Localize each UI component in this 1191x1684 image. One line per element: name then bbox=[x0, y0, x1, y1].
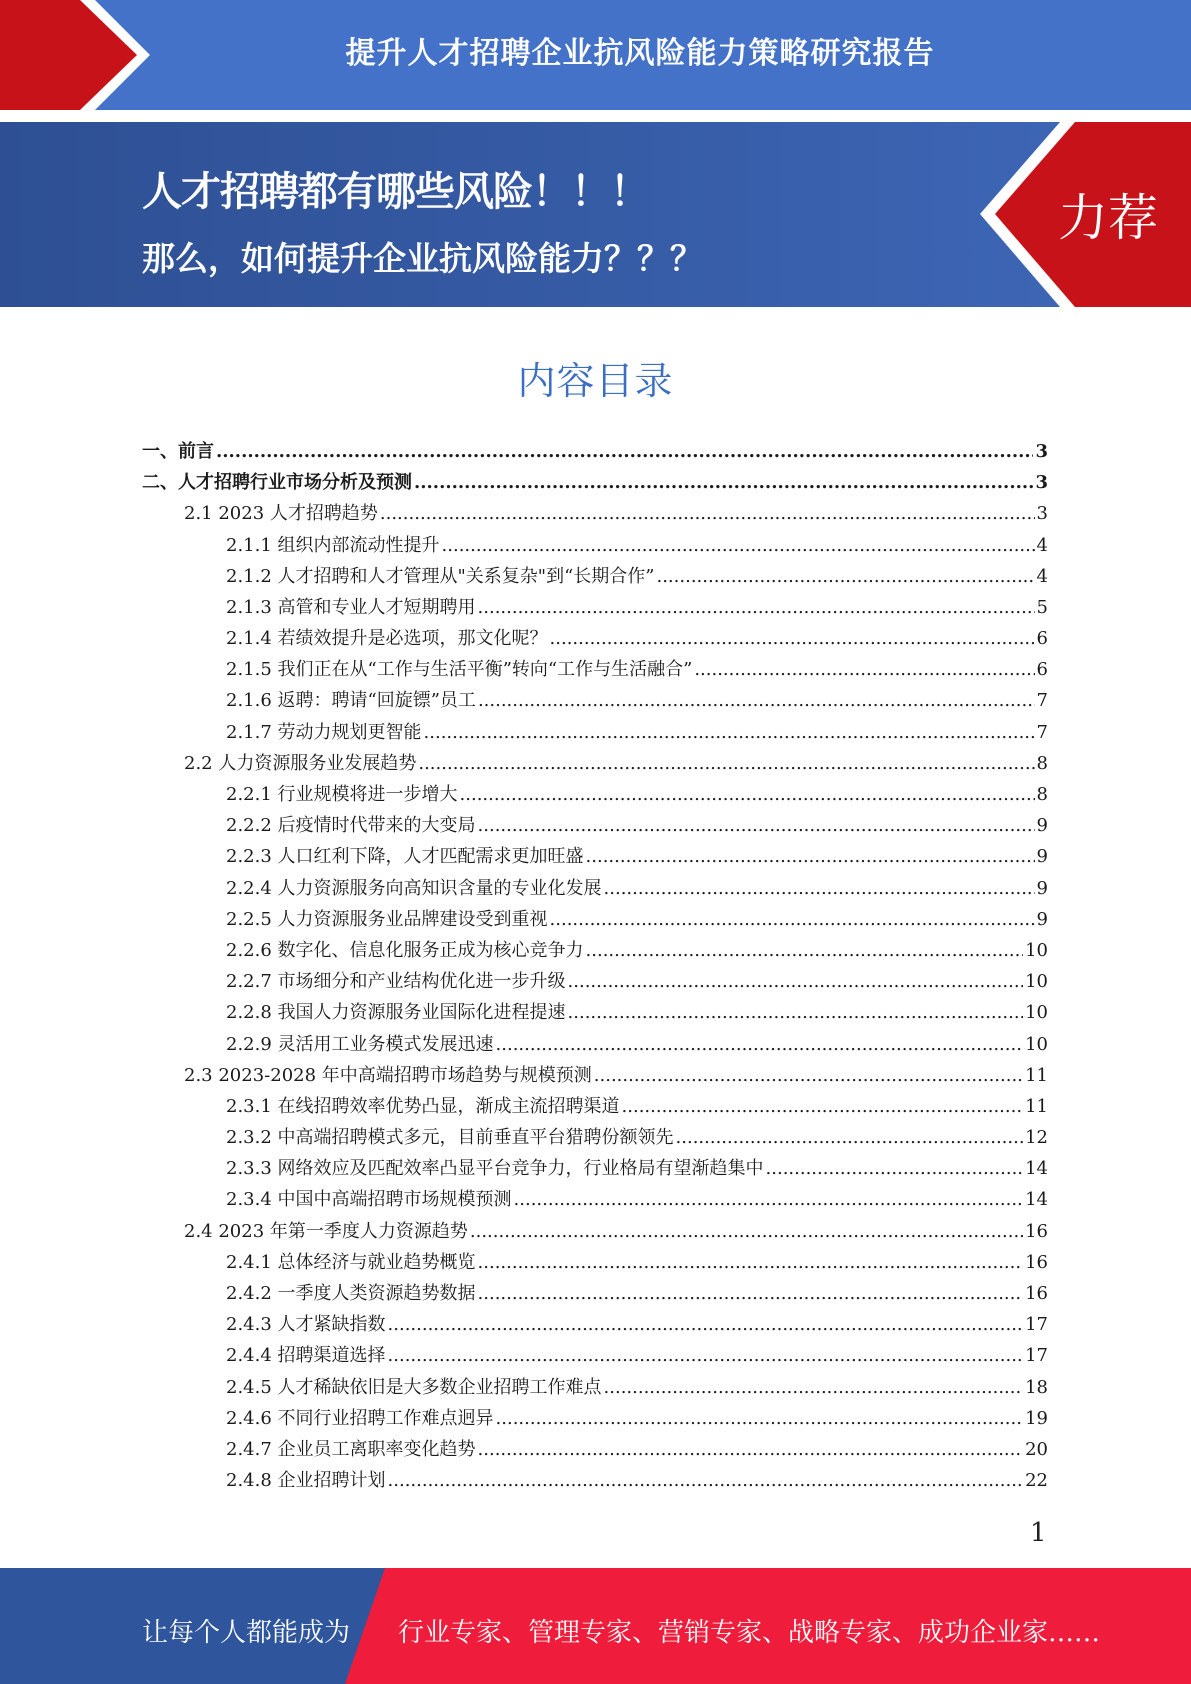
toc-entry-label: 2.3.4 中国中高端招聘市场规模预测 bbox=[226, 1189, 512, 1211]
toc-entry-page: 16 bbox=[1025, 1251, 1048, 1273]
toc-leader-dots bbox=[216, 436, 1033, 467]
toc-entry-page: 6 bbox=[1036, 659, 1048, 681]
hero-subheadline: 那么，如何提升企业抗风险能力？？？ bbox=[142, 239, 703, 278]
toc-leader-dots bbox=[478, 1247, 1024, 1278]
toc-leader-dots bbox=[550, 904, 1035, 935]
toc-entry-page: 10 bbox=[1025, 1002, 1048, 1024]
toc-leader-dots bbox=[442, 530, 1035, 561]
toc-entry-label: 2.4 2023 年第一季度人力资源趋势 bbox=[184, 1220, 468, 1242]
toc-entry-page: 4 bbox=[1036, 565, 1048, 587]
toc-entry-page: 19 bbox=[1025, 1407, 1048, 1429]
toc-entry[interactable] bbox=[142, 1309, 1048, 1340]
toc-entry-page: 7 bbox=[1036, 721, 1048, 743]
toc-entry-label: 2.1.2 人才招聘和人才管理从"关系复杂"到“长期合作” bbox=[226, 565, 655, 587]
toc-leader-dots bbox=[478, 685, 1035, 716]
toc-leader-dots bbox=[478, 1278, 1024, 1309]
toc-entry-page: 9 bbox=[1036, 877, 1048, 899]
toc-leader-dots bbox=[470, 1216, 1023, 1247]
toc-entry-page: 22 bbox=[1025, 1470, 1048, 1492]
toc-entry[interactable] bbox=[142, 1278, 1048, 1309]
toc-entry[interactable] bbox=[142, 623, 1048, 654]
toc-leader-dots bbox=[418, 748, 1034, 779]
table-of-contents bbox=[142, 436, 1048, 1496]
toc-leader-dots bbox=[604, 1372, 1024, 1403]
toc-entry[interactable] bbox=[142, 686, 1048, 717]
toc-leader-dots bbox=[414, 467, 1033, 498]
toc-entry-label: 2.2.7 市场细分和产业结构优化进一步升级 bbox=[226, 971, 566, 993]
toc-leader-dots bbox=[514, 1184, 1024, 1215]
toc-entry[interactable] bbox=[142, 592, 1048, 623]
toc-entry-page: 12 bbox=[1025, 1127, 1048, 1149]
toc-entry[interactable] bbox=[142, 779, 1048, 810]
toc-leader-dots bbox=[676, 1122, 1024, 1153]
toc-leader-dots bbox=[478, 1434, 1024, 1465]
toc-entry[interactable] bbox=[142, 1403, 1048, 1434]
toc-entry-page: 17 bbox=[1025, 1314, 1048, 1336]
toc-leader-dots bbox=[586, 935, 1024, 966]
toc-leader-dots bbox=[388, 1465, 1024, 1496]
toc-entry[interactable] bbox=[142, 997, 1048, 1028]
toc-entry-label: 2.4.8 企业招聘计划 bbox=[226, 1470, 386, 1492]
toc-entry-label: 2.1 2023 人才招聘趋势 bbox=[184, 503, 378, 525]
toc-entry[interactable] bbox=[142, 841, 1048, 872]
toc-entry-page: 14 bbox=[1025, 1189, 1048, 1211]
toc-entry-page: 8 bbox=[1036, 784, 1048, 806]
toc-leader-dots bbox=[568, 997, 1024, 1028]
toc-entry-page: 20 bbox=[1025, 1438, 1048, 1460]
toc-entry[interactable] bbox=[142, 935, 1048, 966]
toc-entry-label: 2.2.9 灵活用工业务模式发展迅速 bbox=[226, 1033, 494, 1055]
toc-entry-label: 2.1.4 若绩效提升是必选项，那文化呢？ bbox=[226, 628, 548, 650]
toc-leader-dots bbox=[586, 841, 1035, 872]
toc-entry[interactable] bbox=[142, 1029, 1048, 1060]
toc-entry-page: 5 bbox=[1036, 596, 1048, 618]
toc-entry[interactable] bbox=[142, 966, 1048, 997]
toc-entry-label: 2.4.1 总体经济与就业趋势概览 bbox=[226, 1251, 476, 1273]
toc-entry-label: 2.4.3 人才紧缺指数 bbox=[226, 1314, 386, 1336]
toc-entry-label: 2.4.4 招聘渠道选择 bbox=[226, 1345, 386, 1367]
toc-leader-dots bbox=[694, 654, 1034, 685]
toc-leader-dots bbox=[550, 623, 1035, 654]
toc-entry-label: 2.3 2023-2028 年中高端招聘市场趋势与规模预测 bbox=[184, 1064, 592, 1086]
toc-entry-page: 16 bbox=[1025, 1220, 1048, 1242]
toc-entry[interactable] bbox=[142, 904, 1048, 935]
toc-entry-label: 2.2.8 我国人力资源服务业国际化进程提速 bbox=[226, 1002, 566, 1024]
toc-entry-label: 2.4.2 一季度人类资源趋势数据 bbox=[226, 1283, 476, 1305]
toc-leader-dots bbox=[656, 561, 1034, 592]
toc-entry-label: 2.4.5 人才稀缺依旧是大多数企业招聘工作难点 bbox=[226, 1376, 602, 1398]
toc-entry[interactable] bbox=[142, 1122, 1048, 1153]
toc-entry-page: 18 bbox=[1025, 1376, 1048, 1398]
toc-entry-page: 3 bbox=[1035, 472, 1048, 494]
report-title: 提升人才招聘企业抗风险能力策略研究报告 bbox=[345, 36, 935, 71]
toc-entry-label: 2.3.1 在线招聘效率优势凸显，渐成主流招聘渠道 bbox=[226, 1095, 620, 1117]
toc-entry[interactable] bbox=[142, 1465, 1048, 1496]
toc-entry-label: 2.3.2 中高端招聘模式多元，目前垂直平台猎聘份额领先 bbox=[226, 1127, 674, 1149]
toc-entry[interactable] bbox=[142, 1372, 1048, 1403]
toc-leader-dots bbox=[604, 873, 1035, 904]
toc-entry-label: 2.4.6 不同行业招聘工作难点迥异 bbox=[226, 1407, 494, 1429]
toc-entry-label: 2.2.5 人力资源服务业品牌建设受到重视 bbox=[226, 908, 548, 930]
footer-slogan-left: 让每个人都能成为 bbox=[142, 1618, 351, 1648]
toc-entry-label: 二、人才招聘行业市场分析及预测 bbox=[142, 472, 412, 494]
toc-entry[interactable] bbox=[142, 498, 1048, 529]
toc-entry-page: 16 bbox=[1025, 1283, 1048, 1305]
toc-entry[interactable] bbox=[142, 1340, 1048, 1371]
toc-entry-page: 7 bbox=[1036, 690, 1048, 712]
toc-leader-dots bbox=[766, 1153, 1024, 1184]
toc-leader-dots bbox=[388, 1340, 1024, 1371]
toc-leader-dots bbox=[594, 1060, 1023, 1091]
toc-entry-label: 2.2.3 人口红利下降，人才匹配需求更加旺盛 bbox=[226, 846, 584, 868]
toc-entry-page: 9 bbox=[1036, 908, 1048, 930]
toc-entry-page: 11 bbox=[1025, 1064, 1048, 1086]
toc-entry-page: 17 bbox=[1025, 1345, 1048, 1367]
toc-entry-label: 2.2 人力资源服务业发展趋势 bbox=[184, 752, 417, 774]
toc-leader-dots bbox=[496, 1403, 1024, 1434]
toc-entry[interactable] bbox=[142, 1185, 1048, 1216]
toc-entry[interactable] bbox=[142, 561, 1048, 592]
toc-leader-dots bbox=[568, 966, 1024, 997]
toc-entry-label: 2.1.5 我们正在从“工作与生活平衡”转向“工作与生活融合” bbox=[226, 659, 693, 681]
toc-entry[interactable] bbox=[142, 436, 1048, 467]
toc-entry[interactable] bbox=[142, 1434, 1048, 1465]
toc-entry[interactable] bbox=[142, 1216, 1048, 1247]
toc-entry-page: 3 bbox=[1036, 503, 1048, 525]
toc-entry[interactable] bbox=[142, 1247, 1048, 1278]
toc-entry[interactable] bbox=[142, 873, 1048, 904]
recommend-badge: 力荐 bbox=[1058, 189, 1158, 247]
toc-entry-page: 4 bbox=[1036, 534, 1048, 556]
toc-entry[interactable] bbox=[142, 1091, 1048, 1122]
toc-entry-label: 2.1.1 组织内部流动性提升 bbox=[226, 534, 440, 556]
toc-entry-page: 11 bbox=[1025, 1095, 1048, 1117]
toc-leader-dots bbox=[622, 1091, 1024, 1122]
toc-entry[interactable] bbox=[142, 530, 1048, 561]
toc-entry[interactable] bbox=[142, 654, 1048, 685]
toc-entry-label: 2.4.7 企业员工离职率变化趋势 bbox=[226, 1438, 476, 1460]
toc-entry-page: 10 bbox=[1025, 1033, 1048, 1055]
toc-entry[interactable] bbox=[142, 717, 1048, 748]
page-number: 1 bbox=[1030, 1518, 1047, 1548]
toc-entry[interactable] bbox=[142, 748, 1048, 779]
toc-entry[interactable] bbox=[142, 810, 1048, 841]
toc-entry-page: 10 bbox=[1025, 939, 1048, 961]
toc-entry-label: 2.2.4 人力资源服务向高知识含量的专业化发展 bbox=[226, 877, 602, 899]
hero-headline: 人才招聘都有哪些风险！！！ bbox=[142, 169, 649, 215]
toc-entry-page: 9 bbox=[1036, 846, 1048, 868]
toc-entry-page: 14 bbox=[1025, 1158, 1048, 1180]
toc-entry-page: 9 bbox=[1036, 815, 1048, 837]
toc-entry-label: 2.1.7 劳动力规划更智能 bbox=[226, 721, 422, 743]
toc-entry[interactable] bbox=[142, 1060, 1048, 1091]
toc-leader-dots bbox=[424, 717, 1035, 748]
toc-entry-label: 2.1.6 返聘：聘请“回旋镖”员工 bbox=[226, 690, 476, 712]
toc-leader-dots bbox=[496, 1029, 1024, 1060]
toc-entry[interactable] bbox=[142, 467, 1048, 498]
toc-entry-label: 2.3.3 网络效应及匹配效率凸显平台竞争力，行业格局有望渐趋集中 bbox=[226, 1158, 764, 1180]
toc-leader-dots bbox=[380, 498, 1035, 529]
toc-entry[interactable] bbox=[142, 1153, 1048, 1184]
toc-entry-label: 2.2.6 数字化、信息化服务正成为核心竞争力 bbox=[226, 939, 584, 961]
toc-leader-dots bbox=[460, 779, 1035, 810]
toc-entry-page: 3 bbox=[1035, 440, 1048, 462]
toc-entry-label: 2.2.1 行业规模将进一步增大 bbox=[226, 784, 458, 806]
toc-entry-label: 2.1.3 高管和专业人才短期聘用 bbox=[226, 596, 476, 618]
footer-slogan-right: 行业专家、管理专家、营销专家、战略专家、成功企业家…… bbox=[398, 1618, 1101, 1648]
toc-entry-page: 10 bbox=[1025, 971, 1048, 993]
toc-leader-dots bbox=[478, 592, 1035, 623]
toc-entry-page: 6 bbox=[1036, 628, 1048, 650]
toc-leader-dots bbox=[478, 810, 1035, 841]
toc-entry-label: 一、前言 bbox=[142, 440, 214, 462]
toc-entry-page: 8 bbox=[1036, 752, 1048, 774]
toc-title: 内容目录 bbox=[517, 359, 674, 403]
toc-leader-dots bbox=[388, 1309, 1024, 1340]
toc-entry-label: 2.2.2 后疫情时代带来的大变局 bbox=[226, 815, 476, 837]
